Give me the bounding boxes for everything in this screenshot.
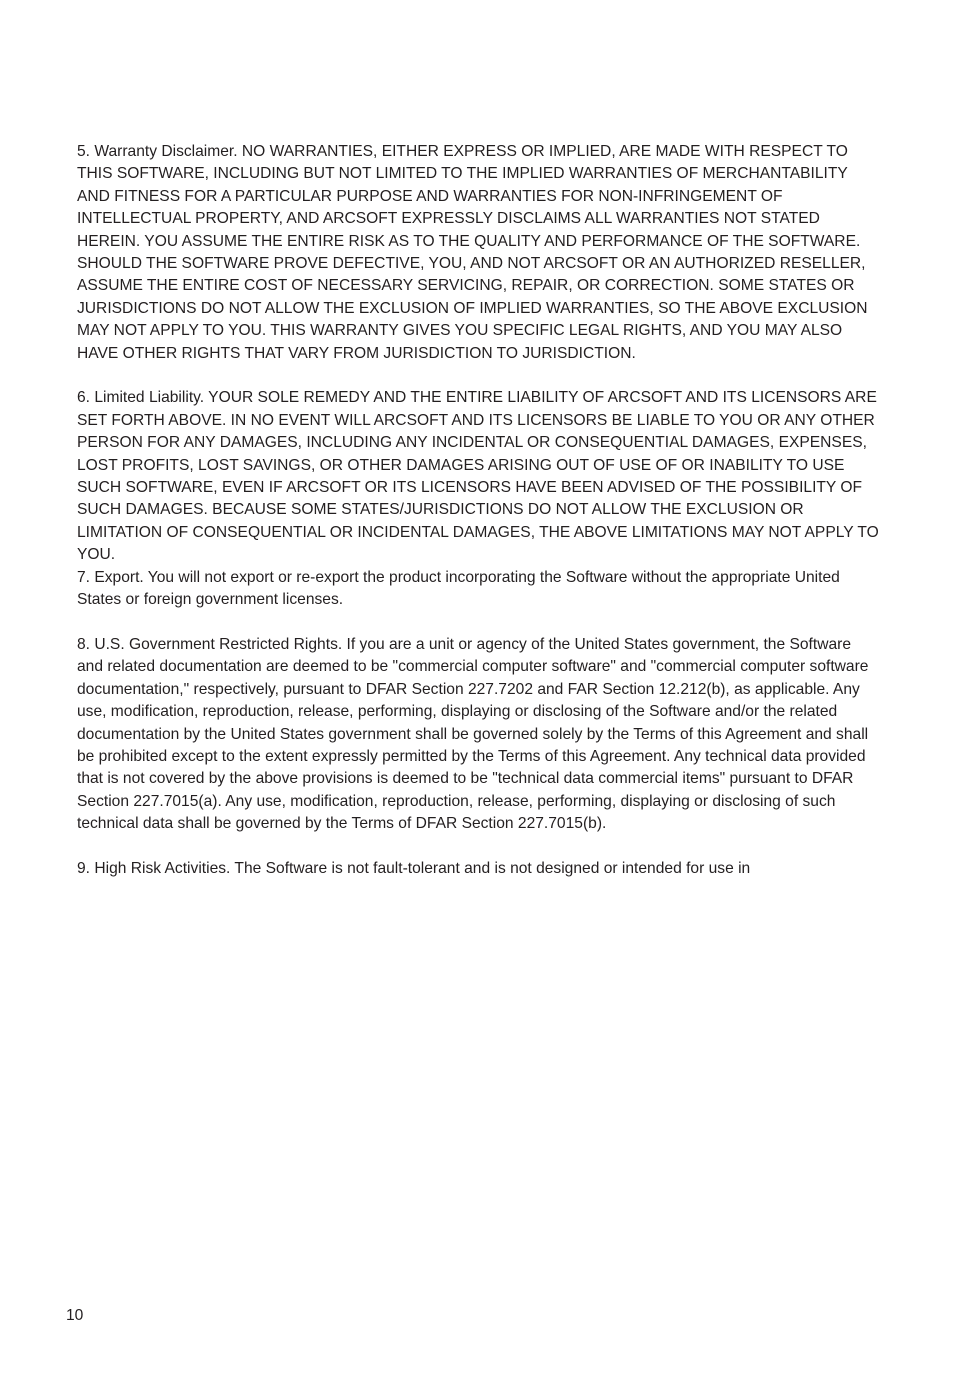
paragraph-limited-liability: 6. Limited Liability. YOUR SOLE REMEDY AND THE ENTIRE LIABILITY OF ARCSOFT AND ITS LICENSORS ARE SET FORTH ABOVE. IN NO EVENT WILL ARCSOFT AND ITS LICENSORS BE LIABLE TO YOU OR ANY OTHER PERSON FOR ANY DAMAGES, INCLUDING ANY INCIDENTAL OR CONSEQUENTIAL DAMAGES, EXPENSES, LOST PROFITS, LOST SAVINGS, OR OTHER DAMAGES ARISING OUT OF USE OF OR INABILITY TO USE SUCH SOFTWARE, EVEN IF ARCSOFT OR ITS LICENSORS HAVE BEEN ADVISED OF THE POSSIBILITY OF SUCH DAMAGES. BECAUSE SOME STATES/JURISDICTIONS DO NOT ALLOW THE EXCLUSION OR LIMITATION OF CONSEQUENTIAL OR INCIDENTAL DAMAGES, THE ABOVE LIMITATIONS MAY NOT APPLY TO YOU.: [77, 389, 879, 564]
page-number: 10: [66, 1307, 84, 1324]
paragraph-warranty-disclaimer: 5. Warranty Disclaimer. NO WARRANTIES, EITHER EXPRESS OR IMPLIED, ARE MADE WITH RESPECT TO THIS SOFTWARE, INCLUDING BUT NOT LIMITED TO THE IMPLIED WARRANTIES OF MERCHANTABILITY AND FITNESS FOR A PARTICULAR PURPOSE AND WARRANTIES FOR NON-INFRINGEMENT OF INTELLECTUAL PROPERTY, AND ARCSOFT EXPRESSLY DISCLAIMS ALL WARRANTIES NOT STATED HEREIN. YOU ASSUME THE ENTIRE RISK AS TO THE QUALITY AND PERFORMANCE OF THE SOFTWARE. SHOULD THE SOFTWARE PROVE DEFECTIVE, YOU, AND NOT ARCSOFT OR AN AUTHORIZED RESELLER, ASSUME THE ENTIRE COST OF NECESSARY SERVICING, REPAIR, OR CORRECTION. SOME STATES OR JURISDICTIONS DO NOT ALLOW THE EXCLUSION OF IMPLIED WARRANTIES, SO THE ABOVE EXCLUSION MAY NOT APPLY TO YOU. THIS WARRANTY GIVES YOU SPECIFIC LEGAL RIGHTS, AND YOU MAY ALSO HAVE OTHER RIGHTS THAT VARY FROM JURISDICTION TO JURISDICTION.: [77, 143, 868, 362]
paragraph-high-risk: 9. High Risk Activities. The Software is not fault-tolerant and is not designed or intended for use in: [77, 859, 751, 877]
paragraph-government-rights: 8. U.S. Government Restricted Rights. If you are a unit or agency of the United States government, the Software and related documentation are deemed to be "commercial computer software" and "commercial computer software documentation," respectively, pursuant to DFAR Section 227.7202 and FAR Section 12.212(b), as applicable. Any use, modification, reproduction, release, performing, displaying or disclosing of the Software and/or the related documentation by the United States government shall be governed solely by the Terms of this Agreement and shall be prohibited except to the extent expressly permitted by the Terms of this Agreement. Any technical data provided that is not covered by the above provisions is deemed to be "technical data commercial items" pursuant to DFAR Section 227.7015(a). Any use, modification, reproduction, release, performing, displaying or disclosing of such technical data shall be governed by the Terms of DFAR Section 227.7015(b).: [77, 635, 869, 833]
paragraph-export: 7. Export. You will not export or re-export the product incorporating the Software without the appropriate United States or foreign government licenses.: [77, 568, 840, 609]
document-body: [77, 141, 879, 880]
